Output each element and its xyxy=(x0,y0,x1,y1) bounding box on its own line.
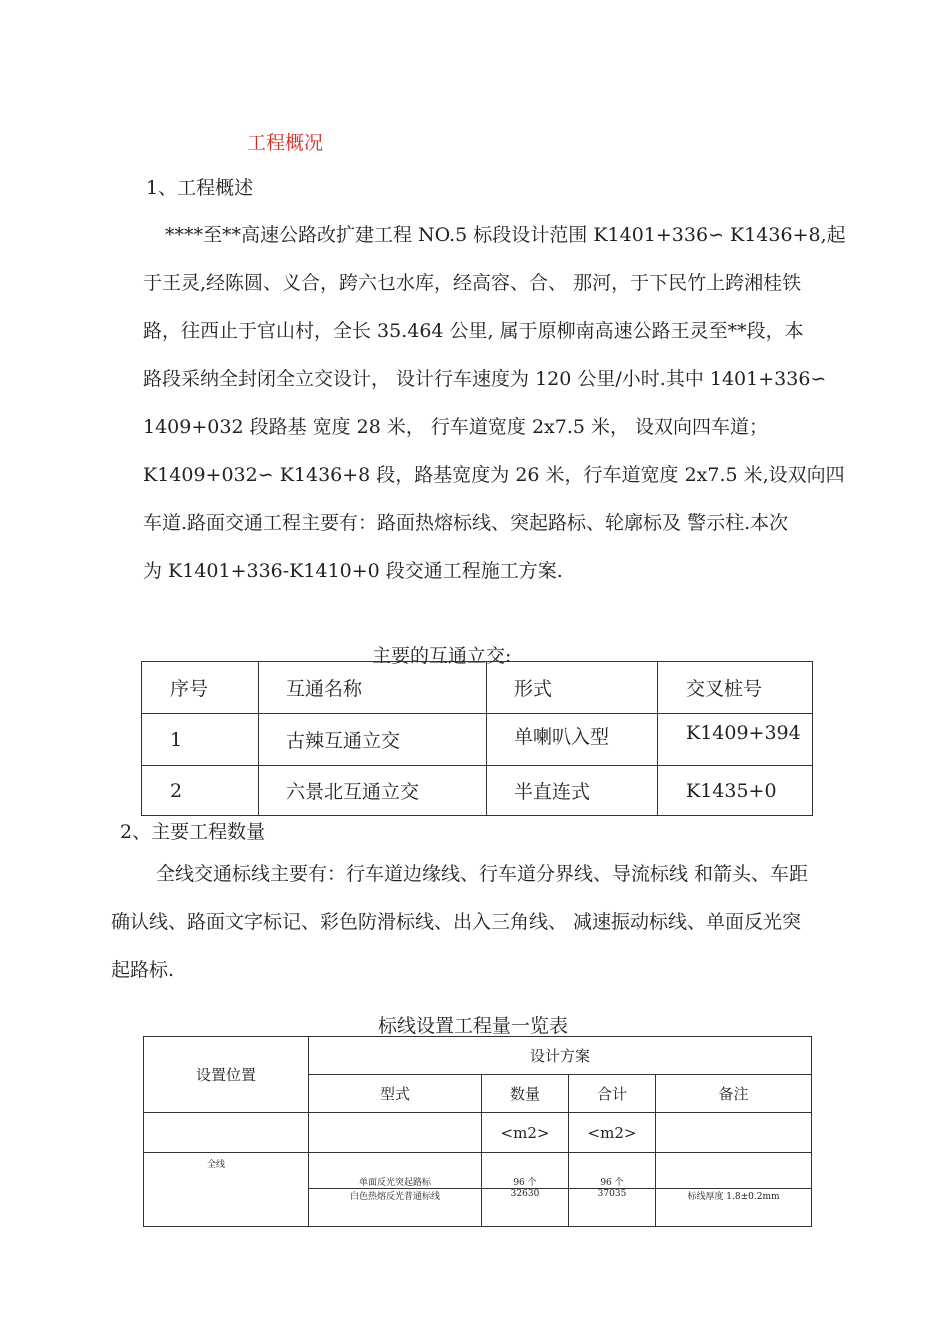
table-cell: 半直连式 xyxy=(487,766,658,816)
section1-heading: 1、工程概述 xyxy=(146,177,254,199)
header-cell: 数量 xyxy=(482,1075,569,1113)
location-cell: 全线 xyxy=(144,1153,309,1227)
header-cell: 形式 xyxy=(487,662,658,714)
paragraph-line: 路，往西止于官山村，全长 35.464 公里, 属于原柳南高速公路王灵至**段，本 xyxy=(143,320,804,342)
paragraph-line: 确认线、路面文字标记、彩色防滑标线、出入三角线、 减速振动标线、单面反光突 xyxy=(111,911,802,933)
table-cell: 2 xyxy=(142,766,259,816)
table-cell: 古辣互通立交 xyxy=(259,714,487,766)
paragraph-line: 车道.路面交通工程主要有：路面热熔标线、突起路标、轮廓标及 警示柱.本次 xyxy=(143,512,789,534)
table-cell xyxy=(309,1113,482,1153)
table-cell: 96 个 xyxy=(482,1153,569,1189)
header-cell: 合计 xyxy=(569,1075,656,1113)
table-cell: 单喇叭入型 xyxy=(487,714,658,766)
paragraph-line: 1409+032 段路基 宽度 28 米， 行车道宽度 2x7.5 米， 设双向四车道； xyxy=(143,416,769,438)
paragraph-line: 全线交通标线主要有：行车道边缘线、行车道分界线、导流标线 和箭头、车距 xyxy=(156,863,809,885)
section2-heading: 2、主要工程数量 xyxy=(120,821,266,843)
table-header-row xyxy=(144,1037,812,1075)
unit-cell: <m2> xyxy=(569,1113,656,1153)
table-cell xyxy=(656,1153,812,1189)
header-cell-location: 设置位置 xyxy=(144,1037,309,1113)
table-header-row xyxy=(142,662,813,714)
table-cell: 32630 xyxy=(482,1189,569,1227)
table-cell xyxy=(656,1113,812,1153)
marking-quantity-table xyxy=(143,1036,812,1227)
table-cell: 37035 xyxy=(569,1189,656,1227)
table-cell: 六景北互通立交 xyxy=(259,766,487,816)
section1-paragraph xyxy=(143,211,855,595)
table-row xyxy=(142,714,813,766)
unit-cell: <m2> xyxy=(482,1113,569,1153)
table-cell xyxy=(144,1113,309,1153)
paragraph-line: 路段采纳全封闭全立交设计， 设计行车速度为 120 公里/小时.其中 1401+336∽ xyxy=(143,368,827,390)
paragraph-line: K1409+032∽ K1436+8 段，路基宽度为 26 米，行车道宽度 2x7.5 米,设双向四 xyxy=(143,464,845,486)
header-cell: 序号 xyxy=(142,662,259,714)
header-cell-design: 设计方案 xyxy=(309,1037,812,1075)
table-row xyxy=(142,766,813,816)
paragraph-line: 为 K1401+336-K1410+0 段交通工程施工方案. xyxy=(143,560,563,582)
table-cell: K1409+394 xyxy=(658,714,813,766)
table-row xyxy=(144,1153,812,1189)
paragraph-line: 于王灵,经陈圆、义合，跨六乜水库，经高容、合、 那河，于下民竹上跨湘桂铁 xyxy=(143,272,802,294)
table-cell: 白色热熔反光普通标线 xyxy=(309,1189,482,1227)
header-cell: 型式 xyxy=(309,1075,482,1113)
section2-paragraph xyxy=(111,850,855,994)
table-cell: 1 xyxy=(142,714,259,766)
table-cell: 标线厚度 1.8±0.2mm xyxy=(656,1189,812,1227)
header-cell: 备注 xyxy=(656,1075,812,1113)
paragraph-line: ****至**高速公路改扩建工程 NO.5 标段设计范围 K1401+336∽ K1436+8,起 xyxy=(165,224,846,246)
table-cell: 96 个 xyxy=(569,1153,656,1189)
table-cell: K1435+0 xyxy=(658,766,813,816)
table-cell: 单面反光突起路标 xyxy=(309,1153,482,1189)
unit-row xyxy=(144,1113,812,1153)
paragraph-line: 起路标. xyxy=(111,959,175,981)
header-cell: 交叉桩号 xyxy=(658,662,813,714)
interchange-table xyxy=(141,661,813,816)
table2-caption: 标线设置工程量一览表 xyxy=(378,1015,569,1037)
table1-caption: 主要的互通立交: xyxy=(372,645,512,667)
page-title: 工程概况 xyxy=(247,132,324,154)
header-cell: 互通名称 xyxy=(259,662,487,714)
